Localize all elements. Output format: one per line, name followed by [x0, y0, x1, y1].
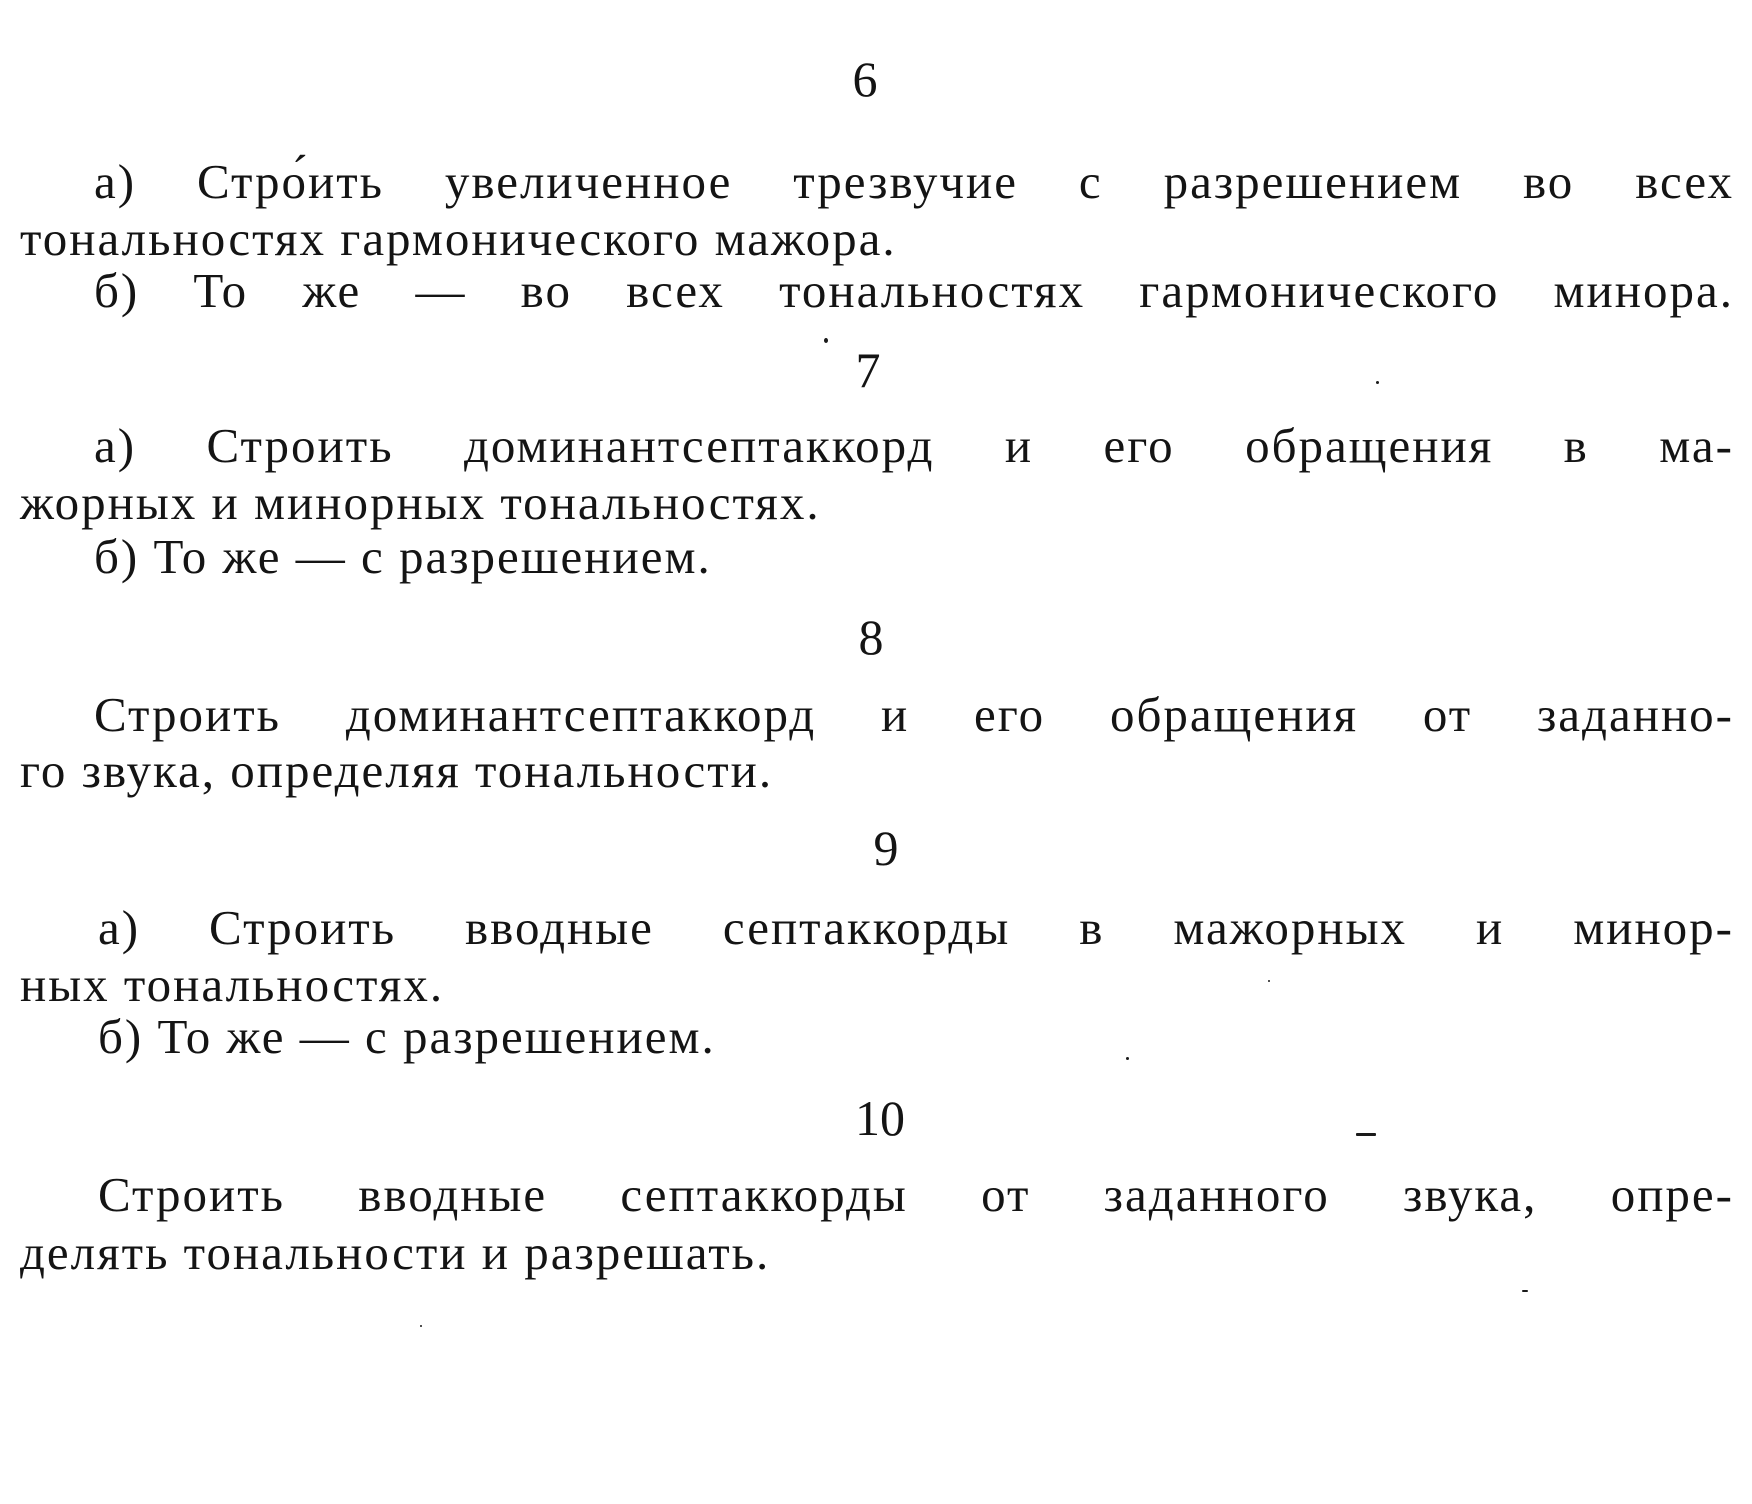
- section-7-line-1: а) Строить доминантсептаккорд и его обращения в ма-: [94, 418, 1734, 473]
- section-9-line-3: б) То же — с разрешением.: [98, 1009, 716, 1064]
- section-number-10: 10: [855, 1090, 905, 1146]
- section-9-line-1: а) Строить вводные септаккорды в мажорных и минор-: [98, 900, 1734, 955]
- scan-speck: [824, 338, 828, 343]
- section-number-6: 6: [852, 51, 878, 107]
- section-9-line-2: ных тональностях.: [20, 957, 445, 1012]
- scan-speck: [1522, 1290, 1528, 1292]
- scan-speck: [1376, 381, 1379, 384]
- scan-speck: [1126, 1057, 1129, 1060]
- section-number-9: 9: [873, 820, 899, 876]
- section-6-line-1: а) Стро́ить увеличенное трезвучие с разрешением во всех: [94, 154, 1734, 209]
- section-6-line-2: тональностях гармонического мажора.: [20, 211, 897, 266]
- scan-speck: [420, 1325, 422, 1327]
- scan-speck: [1356, 1133, 1376, 1136]
- section-number-7: 7: [855, 342, 881, 398]
- section-6-line-3: б) То же — во всех тональностях гармонического минора.: [94, 263, 1734, 318]
- section-8-line-1: Строить доминантсептаккорд и его обращения от заданно-: [94, 687, 1734, 742]
- section-8-line-2: го звука, определяя тональности.: [20, 743, 774, 798]
- scan-speck: [1268, 980, 1270, 982]
- section-number-8: 8: [858, 609, 884, 665]
- section-10-line-1: Строить вводные септаккорды от заданного звука, опре-: [98, 1167, 1734, 1222]
- section-7-line-3: б) То же — с разрешением.: [94, 529, 712, 584]
- section-7-line-2: жорных и минорных тональностях.: [20, 475, 821, 530]
- section-10-line-2: делять тональности и разрешать.: [20, 1225, 771, 1280]
